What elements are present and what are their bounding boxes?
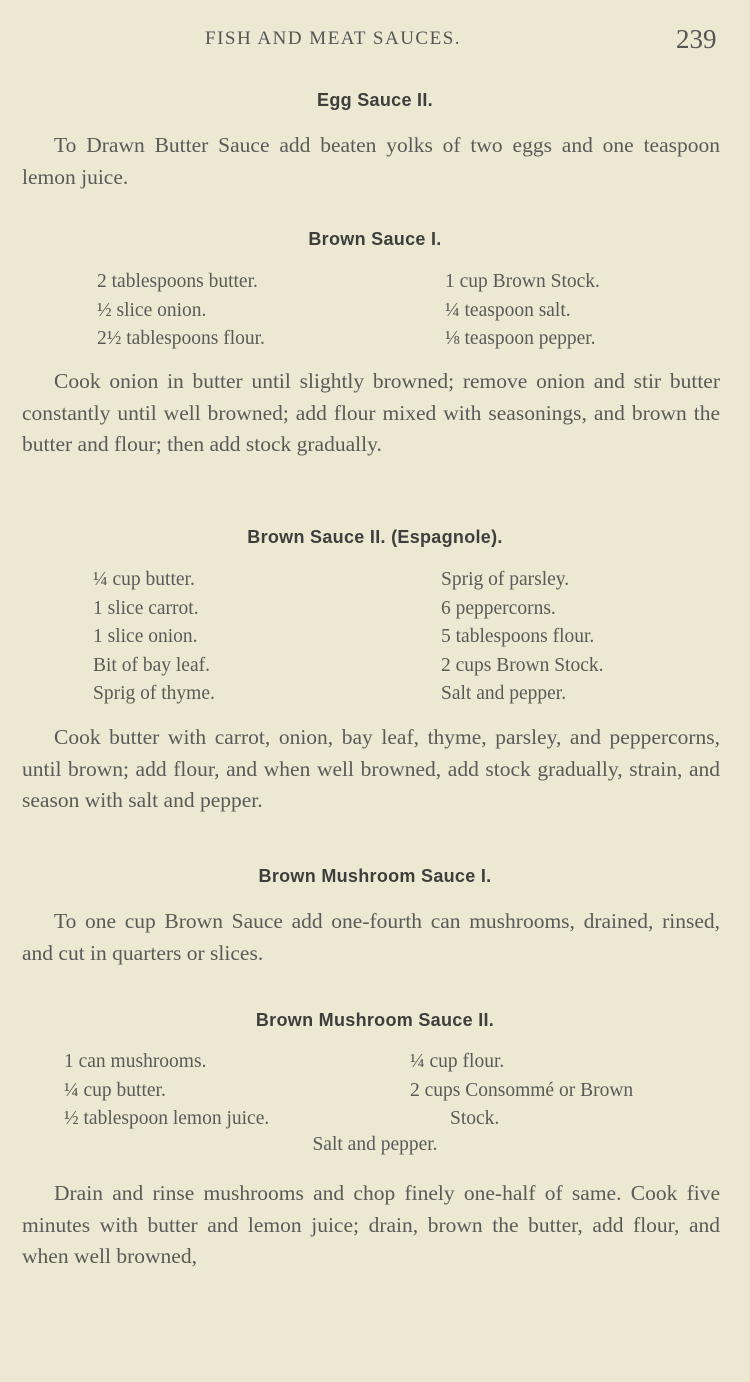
recipe-text-brown-sauce-ii: Cook butter with carrot, onion, bay leaf, thyme, parsley, and peppercorns, until brown; add flour, and when well browned, add stock gradually, strain, and season with salt and pepper. — [22, 725, 720, 812]
ingredient: ¼ cup butter. — [93, 569, 195, 590]
ingredient: 1 slice onion. — [93, 626, 198, 648]
recipe-text-egg-sauce-ii: To Drawn Butter Sauce add beaten yolks of two eggs and one teaspoon lemon juice. — [22, 133, 720, 189]
recipe-text-brown-mushroom-sauce-ii: Drain and rinse mushrooms and chop finely one-half of same. Cook five minutes with butter and lemon juice; drain, brown the butter, add flour, and when well browned, — [22, 1181, 720, 1268]
ingredient-list-left — [64, 1048, 269, 1134]
ingredient: ¼ cup butter. — [64, 1079, 166, 1101]
ingredient: ½ tablespoon lemon juice. — [64, 1108, 270, 1130]
recipe-title-brown-sauce-ii: Brown Sauce II. (Espagnole). — [247, 527, 503, 547]
ingredient: 2 tablespoons butter. — [97, 271, 258, 292]
ingredient: ½ slice onion. — [97, 299, 207, 321]
running-title: FISH AND MEAT SAUCES. — [205, 28, 462, 49]
ingredient: Salt and pepper. — [441, 683, 567, 705]
ingredient: 6 peppercorns. — [441, 597, 556, 619]
ingredient-list-left — [97, 268, 265, 354]
ingredient: Bit of bay leaf. — [93, 654, 210, 676]
ingredient-list-right — [410, 1048, 633, 1134]
ingredient-list-left — [93, 566, 215, 709]
ingredient: 5 tablespoons flour. — [441, 626, 595, 648]
ingredient: 2 cups Consommé or Brown — [410, 1079, 634, 1101]
ingredient: Stock. — [450, 1108, 500, 1130]
recipe-title-brown-mushroom-sauce-ii: Brown Mushroom Sauce II. — [255, 1010, 495, 1030]
recipe-text-brown-mushroom-sauce-i: To one cup Brown Sauce add one-fourth can mushrooms, drained, rinsed, and cut in quarters or slices. — [22, 909, 720, 965]
recipe-title-brown-sauce-i: Brown Sauce I. — [308, 229, 442, 249]
ingredient-list-right — [441, 566, 604, 709]
ingredient: 2½ tablespoons flour. — [97, 328, 265, 350]
ingredient: Sprig of parsley. — [441, 569, 570, 590]
ingredient-centered: Salt and pepper. — [312, 1134, 438, 1155]
ingredient: ¼ teaspoon salt. — [445, 299, 571, 321]
ingredient: 1 cup Brown Stock. — [445, 271, 600, 292]
page-number: 239 — [676, 24, 717, 54]
ingredient: 1 can mushrooms. — [64, 1051, 207, 1072]
ingredient: Sprig of thyme. — [93, 683, 215, 705]
running-head — [0, 24, 750, 54]
ingredient: ⅛ teaspoon pepper. — [445, 328, 596, 350]
ingredient: 2 cups Brown Stock. — [441, 654, 604, 676]
recipe-title-brown-mushroom-sauce-i: Brown Mushroom Sauce I. — [258, 866, 492, 886]
recipe-title-egg-sauce-ii: Egg Sauce II. — [317, 90, 433, 110]
ingredient: ¼ cup flour. — [410, 1051, 505, 1072]
ingredient: 1 slice carrot. — [93, 597, 199, 619]
ingredient-list-right — [445, 268, 600, 354]
recipe-text-brown-sauce-i: Cook onion in butter until slightly browned; remove onion and stir butter constantly until well browned; add flour mixed with seasonings, and brown the butter and flour; then add stock gradually. — [22, 369, 720, 456]
